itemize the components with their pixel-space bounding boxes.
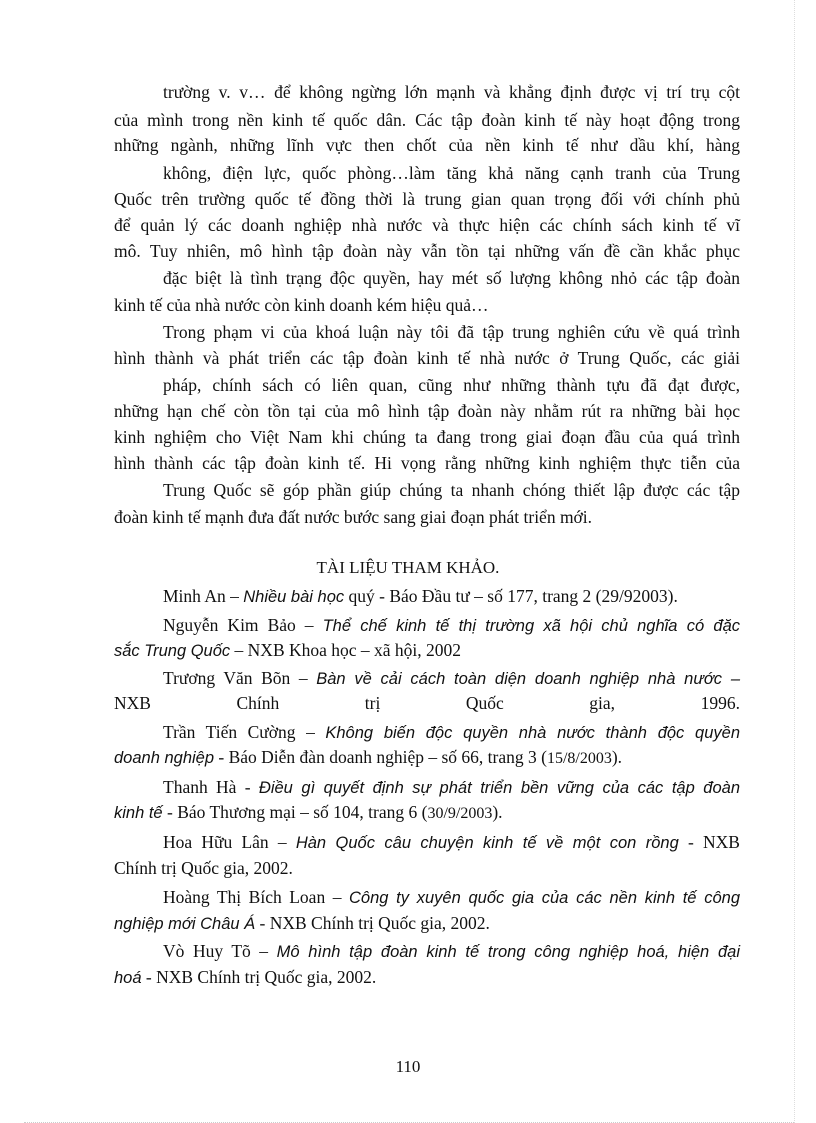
body-line: đoàn kinh tế mạnh đưa đất nước bước sang giai đoạn phát triển mới. — [114, 507, 593, 527]
reference-title: nghiệp mới Châu Á — [114, 915, 256, 933]
reference-title: Nhiều bài học — [243, 588, 345, 606]
reference-source: - Báo Thương mại – số 104, trang 6 ( — [162, 802, 428, 822]
page-edge-divider — [794, 0, 795, 1123]
body-line: của mình trong nền kinh tế quốc dân. Các tập đoàn kinh tế này hoạt động trong — [114, 110, 740, 130]
body-line: hình thành các tập đoàn kinh tế. Hi vọng rằng những kinh nghiệm thực tiễn của — [114, 453, 740, 473]
reference-source-word: gia, — [589, 693, 616, 713]
body-line: để quản lý các doanh nghiệp nhà nước và thực hiện các chính sách kinh tế vĩ — [114, 215, 740, 235]
reference-author: Thanh Hà - — [163, 777, 259, 797]
body-line: những ngành, những lĩnh vực then chốt của nền kinh tế như dầu khí, hàng — [114, 135, 740, 155]
body-line: Quốc trên trường quốc tế đồng thời là trung gian quan trọng đối với chính phủ — [114, 189, 740, 209]
reference-source: quý - Báo Đầu tư – số 177, trang 2 (29/92003). — [344, 586, 678, 606]
reference-title: doanh nghiệp — [114, 749, 215, 767]
reference-author: Nguyễn Kim Bảo – — [163, 615, 323, 635]
reference-source: - NXB Chính trị Quốc gia, 2002. — [141, 967, 377, 987]
reference-title: Điều gì quyết định sự phát triển bền vững của các tập đoàn — [258, 779, 740, 797]
reference-title: Hàn Quốc câu chuyện kinh tế về một con rồng — [295, 834, 679, 852]
reference-title: Thể chế kinh tế thị trường xã hội chủ nghĩa có đặc — [322, 617, 740, 635]
reference-date: 15/8/2003 — [546, 750, 612, 767]
reference-source: – NXB Khoa học – xã hội, 2002 — [230, 640, 462, 660]
body-line: kinh nghiệm cho Việt Nam khi chúng ta đang trong giai đoạn đầu của quá trình — [114, 427, 740, 447]
reference-item — [163, 830, 740, 855]
reference-author: Hoa Hữu Lân – — [163, 832, 296, 852]
reference-author: Hoàng Thị Bích Loan – — [163, 887, 349, 907]
body-line: kinh tế của nhà nước còn kinh doanh kém hiệu quả… — [114, 295, 489, 315]
reference-author: Vò Huy Tõ – — [163, 941, 277, 961]
reference-item-continued — [114, 691, 740, 715]
body-line: không, điện lực, quốc phòng…làm tăng khả năng cạnh tranh của Trung — [163, 163, 740, 183]
reference-item — [163, 613, 740, 638]
reference-title: Không biến độc quyền nhà nước thành độc quyền — [325, 724, 740, 742]
reference-title: Bàn về cải cách toàn diện doanh nghiệp nhà nước – — [316, 670, 740, 688]
reference-title: Công ty xuyên quốc gia của các nền kinh tế công — [349, 889, 740, 907]
reference-item-continued — [114, 638, 740, 663]
reference-item-continued — [114, 745, 740, 771]
reference-title: hoá — [114, 969, 142, 987]
body-line: pháp, chính sách có liên quan, cũng như những thành tựu đã đạt được, — [163, 375, 740, 395]
reference-author: Trần Tiến Cường – — [163, 722, 326, 742]
reference-item-continued — [114, 800, 740, 826]
reference-source-word: NXB — [114, 693, 151, 713]
reference-item — [163, 775, 740, 800]
reference-close: ). — [492, 802, 503, 822]
reference-item — [163, 885, 740, 910]
reference-title: kinh tế — [114, 804, 163, 822]
reference-item — [163, 720, 740, 745]
reference-source: - NXB Chính trị Quốc gia, 2002. — [255, 913, 490, 933]
body-line: những hạn chế còn tồn tại của mô hình tập đoàn này nhằm rút ra những bài học — [114, 401, 740, 421]
body-line: hình thành và phát triển các tập đoàn kinh tế nhà nước ở Trung Quốc, các giải — [114, 348, 740, 368]
body-line: mô. Tuy nhiên, mô hình tập đoàn này vẫn tồn tại những vấn đề cần khắc phục — [114, 241, 740, 261]
reference-item-continued — [114, 965, 740, 990]
reference-source-word: Quốc — [465, 693, 504, 713]
reference-source-word: Chính — [236, 693, 280, 713]
references-heading: TÀI LIỆU THAM KHẢO. — [316, 558, 500, 577]
reference-title: Mô hình tập đoàn kinh tế trong công nghiệp hoá, hiện đại — [276, 943, 740, 961]
reference-source: - NXB — [678, 832, 740, 852]
reference-author: Trương Văn Bõn – — [163, 668, 317, 688]
body-line: trường v. v… để không ngừng lớn mạnh và khẳng định được vị trí trụ cột — [163, 82, 740, 102]
body-line: Trong phạm vi của khoá luận này tôi đã tập trung nghiên cứu về quá trình — [163, 322, 740, 342]
reference-date: 30/9/2003 — [427, 805, 493, 822]
reference-title: sắc Trung Quốc — [114, 642, 231, 660]
page-number: 110 — [395, 1057, 421, 1076]
reference-item — [163, 939, 740, 964]
reference-source-word: 1996. — [700, 693, 740, 713]
reference-item — [163, 666, 740, 691]
reference-item — [163, 584, 740, 609]
reference-source-word: trị — [364, 693, 381, 713]
reference-author: Minh An – — [163, 586, 244, 606]
reference-item-continued: Chính trị Quốc gia, 2002. — [114, 858, 293, 878]
reference-close: ). — [611, 747, 623, 767]
reference-source: - Báo Diễn đàn doanh nghiệp – số 66, trang 3 ( — [214, 747, 547, 767]
reference-item-continued — [114, 911, 740, 936]
body-line: Trung Quốc sẽ góp phần giúp chúng ta nhanh chóng thiết lập được các tập — [163, 480, 740, 500]
body-line: đặc biệt là tình trạng độc quyền, hay mét số lượng không nhỏ các tập đoàn — [163, 268, 740, 288]
